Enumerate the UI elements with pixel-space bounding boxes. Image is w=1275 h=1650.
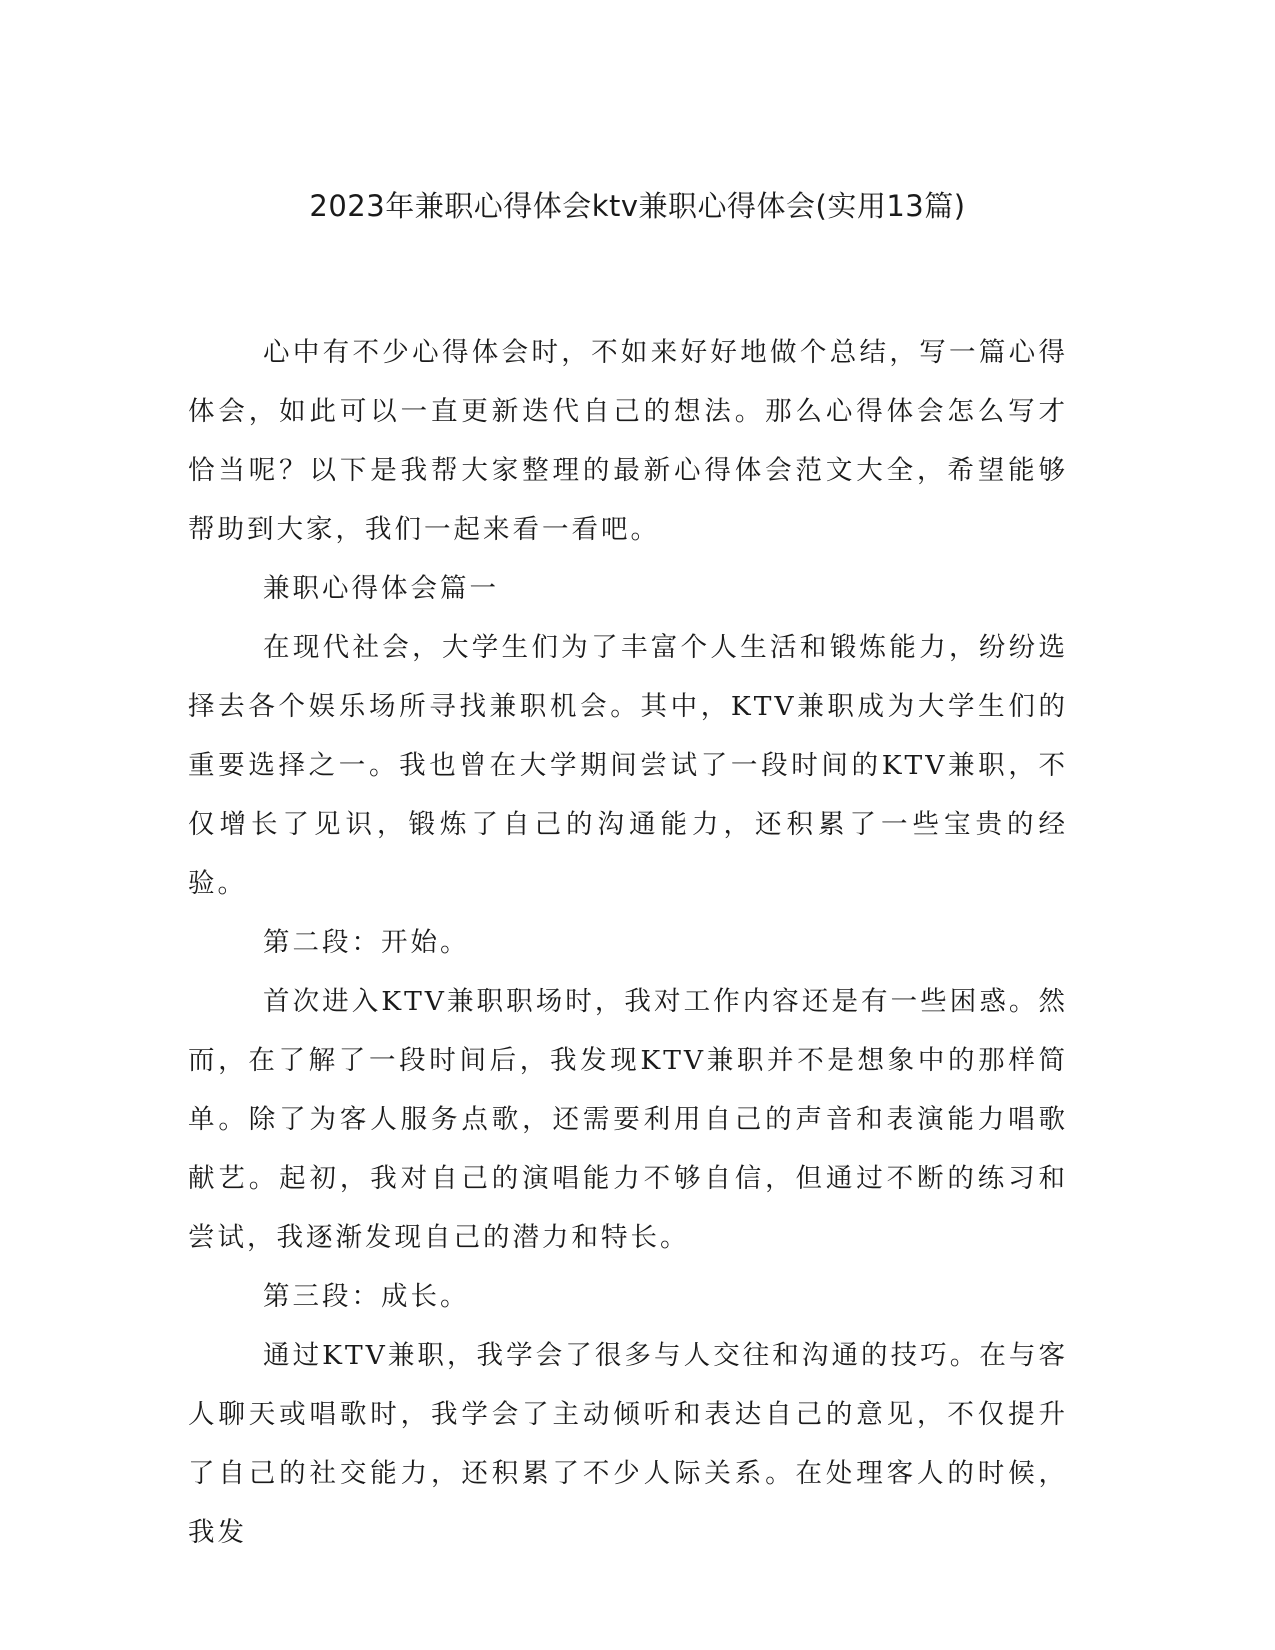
- body-paragraph: 首次进入KTV兼职职场时，我对工作内容还是有一些困惑。然而，在了解了一段时间后，我发现KTV兼职并不是想象中的那样简单。除了为客人服务点歌，还需要利用自己的声音和表演能力唱歌献艺。起初，我对自己的演唱能力不够自信，但通过不断的练习和尝试，我逐渐发现自己的潜力和特长。: [188, 986, 1068, 1253]
- section-heading-second: 第二段：开始。: [263, 927, 470, 958]
- document-title: 2023年兼职心得体会ktv兼职心得体会(实用13篇): [309, 189, 966, 223]
- document-body: [188, 323, 1068, 1562]
- intro-paragraph: 心中有不少心得体会时，不如来好好地做个总结，写一篇心得体会，如此可以一直更新迭代自己的想法。那么心得体会怎么写才恰当呢？以下是我帮大家整理的最新心得体会范文大全，希望能够帮助到大家，我们一起来看一看吧。: [188, 337, 1068, 545]
- section-heading-third: 第三段：成长。: [263, 1281, 470, 1312]
- section-heading-part-one: 兼职心得体会篇一: [263, 573, 499, 604]
- body-paragraph: 通过KTV兼职，我学会了很多与人交往和沟通的技巧。在与客人聊天或唱歌时，我学会了主动倾听和表达自己的意见，不仅提升了自己的社交能力，还积累了不少人际关系。在处理客人的时候，我发: [188, 1340, 1068, 1548]
- body-paragraph: 在现代社会，大学生们为了丰富个人生活和锻炼能力，纷纷选择去各个娱乐场所寻找兼职机会。其中，KTV兼职成为大学生们的重要选择之一。我也曾在大学期间尝试了一段时间的KTV兼职，不仅增长了见识，锻炼了自己的沟通能力，还积累了一些宝贵的经验。: [188, 632, 1068, 899]
